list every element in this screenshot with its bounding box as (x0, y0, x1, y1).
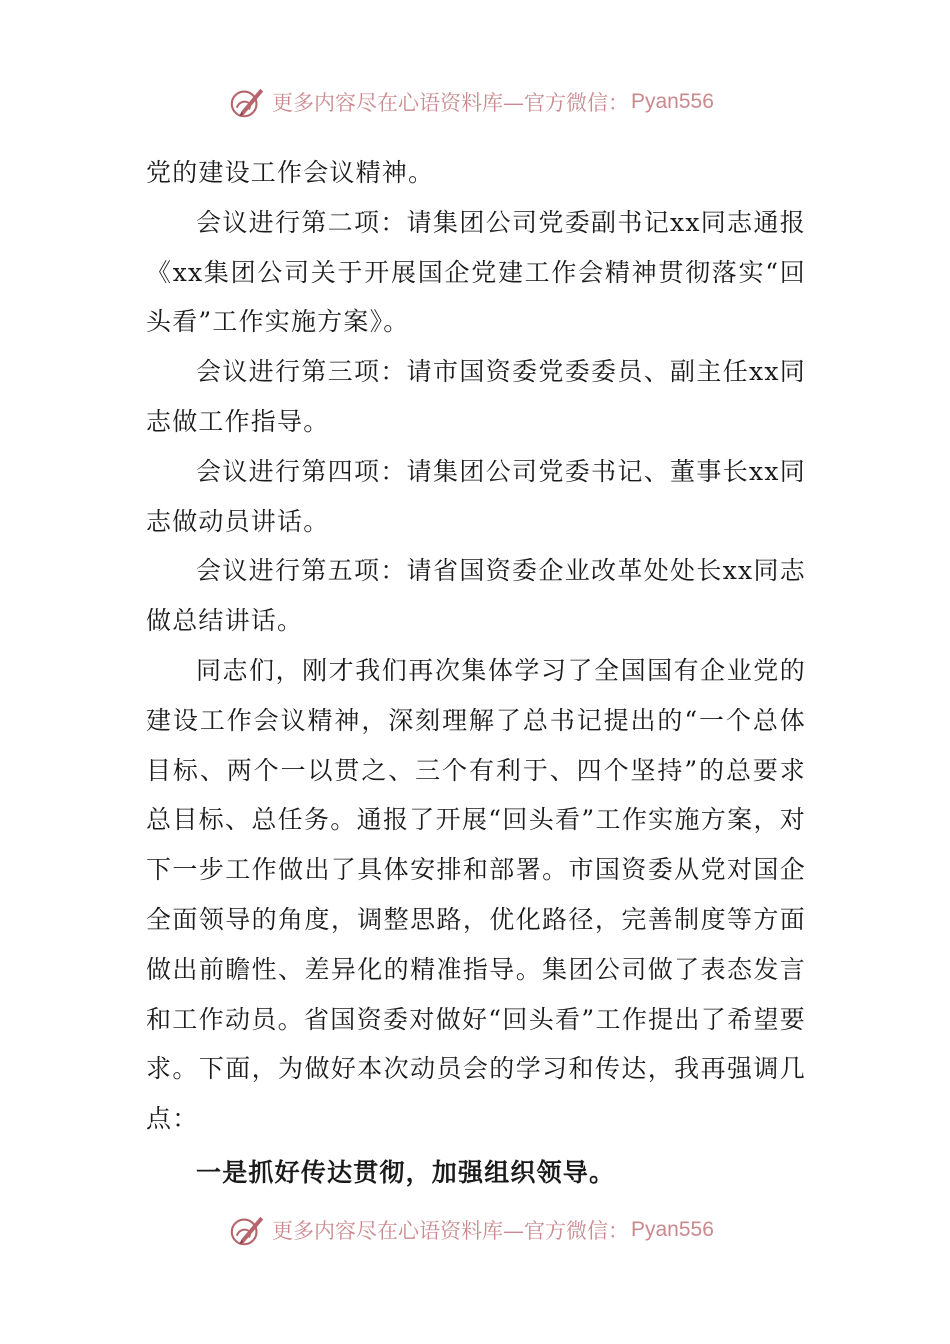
watermark-wechat-id: Pyan556 (631, 1218, 714, 1241)
watermark-wechat-id: Pyan556 (631, 90, 714, 113)
paragraph: 会议进行第四项：请集团公司党委书记、董事长xx同志做动员讲话。 (146, 456, 806, 536)
header-watermark (228, 82, 714, 122)
paragraph: 党的建设工作会议精神。 (146, 158, 435, 187)
paragraph: 同志们，刚才我们再次集体学习了全国国有企业党的建设工作会议精神，深刻理解了总书记提出的“一个总体目标、两个一以贯之、三个有利于、四个坚持”的总要求总目标、总任务。通报了开展“回头看”工作实施方案，对下一步工作做出了具体安排和部署。市国资委从党对国企全面领导的角度，调整思路，优化路径，完善制度等方面做出前瞻性、差异化的精准指导。集团公司做了表态发言和工作动员。省国资委对做好“回头看”工作提出了希望要求。下面，为做好本次动员会的学习和传达，我再强调几点： (146, 655, 806, 1134)
watermark-text: 更多内容尽在心语资料库—官方微信： (272, 91, 629, 115)
footer-watermark (228, 1210, 714, 1250)
paragraph: 会议进行第二项：请集团公司党委副书记xx同志通报《xx集团公司关于开展国企党建工作会精神贯彻落实“回头看”工作实施方案》。 (146, 207, 806, 337)
pen-logo-icon (228, 1211, 266, 1249)
paragraph: 会议进行第三项：请市国资委党委委员、副主任xx同志做工作指导。 (146, 357, 806, 436)
paragraph: 会议进行第五项：请省国资委企业改革处处长xx同志做总结讲话。 (146, 556, 806, 636)
pen-logo-icon (228, 83, 266, 121)
watermark-text: 更多内容尽在心语资料库—官方微信： (272, 1219, 629, 1243)
document-body (146, 148, 806, 1198)
section-heading: 一是抓好传达贯彻，加强组织领导。 (196, 1157, 616, 1187)
